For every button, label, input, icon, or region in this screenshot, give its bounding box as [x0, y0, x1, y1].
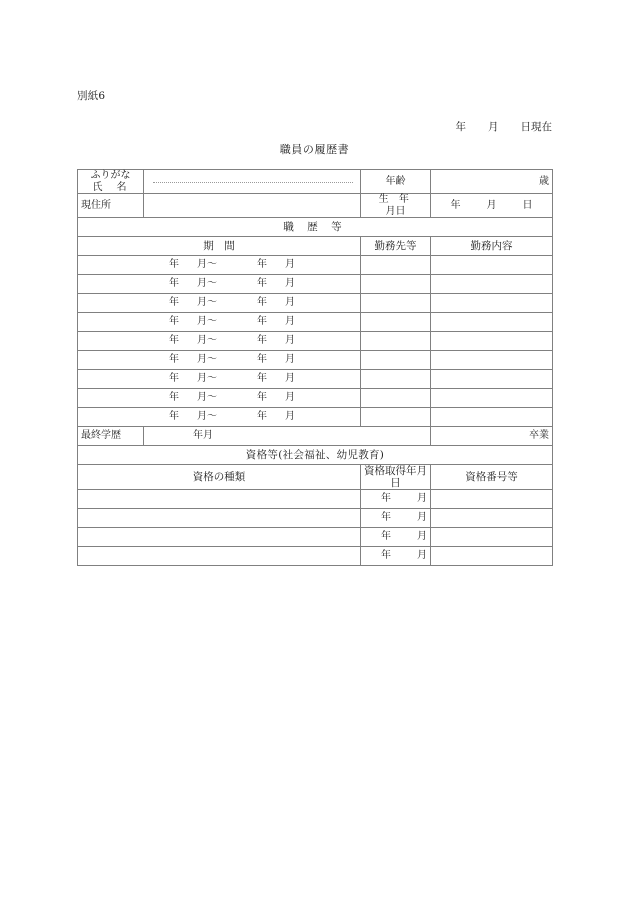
as-of-year-label: 年: [455, 121, 466, 133]
table-row: [78, 313, 553, 332]
table-row: [78, 332, 553, 351]
work-duties-cell-9[interactable]: [431, 408, 553, 427]
period-start-year: 年: [169, 354, 179, 366]
furigana-label: ふりがな: [90, 170, 131, 181]
work-history-section-title: 職 歴 等: [78, 218, 553, 237]
row-qualifications-title: [78, 446, 553, 465]
col-header-period: 期 間: [78, 237, 361, 256]
table-row: [78, 389, 553, 408]
period-end-month: 月: [285, 354, 295, 366]
table-row: [78, 509, 553, 528]
work-period-cell-3[interactable]: [78, 294, 361, 313]
qualification-number-cell-3[interactable]: [431, 528, 553, 547]
qualification-date-cell-4[interactable]: [361, 547, 431, 566]
period-start-year: 年: [169, 278, 179, 290]
work-workplace-cell-2[interactable]: [361, 275, 431, 294]
page-title: 職員の履歴書: [279, 143, 350, 156]
work-workplace-cell-3[interactable]: [361, 294, 431, 313]
as-of-date-line: [77, 119, 552, 134]
period-end-year: 年: [257, 259, 267, 271]
birth-label-line2: 月日: [385, 205, 406, 217]
period-start-year: 年: [169, 335, 179, 347]
work-period-cell-4[interactable]: [78, 313, 361, 332]
as-of-day-label: 日現在: [520, 121, 552, 133]
period-end-year: 年: [257, 297, 267, 309]
work-workplace-cell-9[interactable]: [361, 408, 431, 427]
work-period-cell-1[interactable]: [78, 256, 361, 275]
work-workplace-cell-6[interactable]: [361, 351, 431, 370]
qualification-type-cell-1[interactable]: [78, 490, 361, 509]
table-row: [78, 351, 553, 370]
qualification-date-cell-3[interactable]: [361, 528, 431, 547]
birthdate-label-cell: [361, 194, 431, 218]
education-date-cell[interactable]: [144, 427, 431, 446]
period-end-year: 年: [257, 278, 267, 290]
row-qualifications-headers: [78, 465, 553, 490]
attachment-label: 別紙6: [77, 90, 106, 102]
work-period-cell-9[interactable]: [78, 408, 361, 427]
work-workplace-cell-1[interactable]: [361, 256, 431, 275]
work-duties-cell-8[interactable]: [431, 389, 553, 408]
age-unit-label: 歳: [539, 175, 549, 187]
age-value-cell[interactable]: [431, 170, 553, 194]
work-duties-cell-2[interactable]: [431, 275, 553, 294]
address-label-cell: 現住所: [78, 194, 144, 218]
period-end-month: 月: [285, 335, 295, 347]
qualification-month-label: 月: [417, 512, 427, 524]
address-input-cell[interactable]: [144, 194, 361, 218]
period-end-year: 年: [257, 335, 267, 347]
furigana-dotted-line: [153, 181, 353, 183]
period-start-month: 月〜: [197, 354, 217, 366]
work-duties-cell-1[interactable]: [431, 256, 553, 275]
period-start-year: 年: [169, 392, 179, 404]
period-end-month: 月: [285, 316, 295, 328]
name-label: 氏 名: [92, 181, 129, 193]
row-final-education: [78, 427, 553, 446]
resume-form-table: [77, 169, 553, 566]
period-start-month: 月〜: [197, 411, 217, 423]
row-work-history-title: [78, 218, 553, 237]
qualification-number-cell-4[interactable]: [431, 547, 553, 566]
col-header-qualification-date: 資格取得年月日: [361, 465, 431, 490]
period-end-month: 月: [285, 278, 295, 290]
table-row: [78, 294, 553, 313]
work-period-cell-2[interactable]: [78, 275, 361, 294]
work-period-cell-6[interactable]: [78, 351, 361, 370]
col-header-qualification-number: 資格番号等: [431, 465, 553, 490]
period-end-year: 年: [257, 392, 267, 404]
as-of-month-label: 月: [488, 121, 499, 133]
period-start-month: 月〜: [197, 316, 217, 328]
work-duties-cell-7[interactable]: [431, 370, 553, 389]
table-row: [78, 490, 553, 509]
table-row: [78, 547, 553, 566]
work-duties-cell-6[interactable]: [431, 351, 553, 370]
qualification-date-cell-2[interactable]: [361, 509, 431, 528]
row-name-age: [78, 170, 553, 194]
work-workplace-cell-8[interactable]: [361, 389, 431, 408]
education-year-label: 年: [193, 430, 203, 442]
qualification-year-label: 年: [381, 512, 391, 524]
table-row: [78, 256, 553, 275]
qualification-month-label: 月: [417, 531, 427, 543]
period-start-year: 年: [169, 373, 179, 385]
period-end-year: 年: [257, 411, 267, 423]
period-end-month: 月: [285, 259, 295, 271]
period-start-month: 月〜: [197, 278, 217, 290]
period-start-month: 月〜: [197, 373, 217, 385]
work-period-cell-5[interactable]: [78, 332, 361, 351]
work-period-cell-7[interactable]: [78, 370, 361, 389]
period-end-month: 月: [285, 297, 295, 309]
period-start-month: 月〜: [197, 392, 217, 404]
period-start-year: 年: [169, 297, 179, 309]
period-start-month: 月〜: [197, 335, 217, 347]
period-start-year: 年: [169, 316, 179, 328]
table-row: [78, 528, 553, 547]
period-end-year: 年: [257, 316, 267, 328]
period-end-year: 年: [257, 354, 267, 366]
qualification-type-cell-3[interactable]: [78, 528, 361, 547]
row-address-birth: [78, 194, 553, 218]
birth-label-line1: 生 年: [378, 194, 413, 205]
work-duties-cell-5[interactable]: [431, 332, 553, 351]
birth-day-label: 日: [522, 199, 533, 211]
qualification-year-label: 年: [381, 550, 391, 562]
education-label-cell: 最終学歴: [78, 427, 144, 446]
row-work-history-headers: [78, 237, 553, 256]
age-label-cell: 年齢: [361, 170, 431, 194]
period-start-year: 年: [169, 411, 179, 423]
work-duties-cell-3[interactable]: [431, 294, 553, 313]
name-input-cell[interactable]: [144, 170, 361, 194]
qualification-year-label: 年: [381, 531, 391, 543]
col-header-duties: 勤務内容: [431, 237, 553, 256]
period-end-year: 年: [257, 373, 267, 385]
qualifications-section-title: 資格等(社会福祉、幼児教育): [78, 446, 553, 465]
col-header-qualification-type: 資格の種類: [78, 465, 361, 490]
qualification-year-label: 年: [381, 493, 391, 505]
birth-month-label: 月: [486, 199, 497, 211]
qualification-date-cell-1[interactable]: [361, 490, 431, 509]
education-graduation-cell: 卒業: [431, 427, 553, 446]
table-row: [78, 370, 553, 389]
qualification-number-cell-2[interactable]: [431, 509, 553, 528]
table-row: [78, 408, 553, 427]
period-start-month: 月〜: [197, 259, 217, 271]
education-month-label: 月: [203, 430, 213, 442]
qualification-month-label: 月: [417, 493, 427, 505]
period-end-month: 月: [285, 411, 295, 423]
work-period-cell-8[interactable]: [78, 389, 361, 408]
work-workplace-cell-7[interactable]: [361, 370, 431, 389]
work-duties-cell-4[interactable]: [431, 313, 553, 332]
qualification-type-cell-4[interactable]: [78, 547, 361, 566]
qualification-month-label: 月: [417, 550, 427, 562]
col-header-workplace: 勤務先等: [361, 237, 431, 256]
qualification-type-cell-2[interactable]: [78, 509, 361, 528]
period-end-month: 月: [285, 373, 295, 385]
qualification-number-cell-1[interactable]: [431, 490, 553, 509]
work-workplace-cell-5[interactable]: [361, 332, 431, 351]
period-start-month: 月〜: [197, 297, 217, 309]
birth-year-label: 年: [450, 199, 461, 211]
birthdate-value-cell[interactable]: [431, 194, 553, 218]
table-row: [78, 275, 553, 294]
name-label-cell: [78, 170, 144, 194]
period-start-year: 年: [169, 259, 179, 271]
work-workplace-cell-4[interactable]: [361, 313, 431, 332]
period-end-month: 月: [285, 392, 295, 404]
